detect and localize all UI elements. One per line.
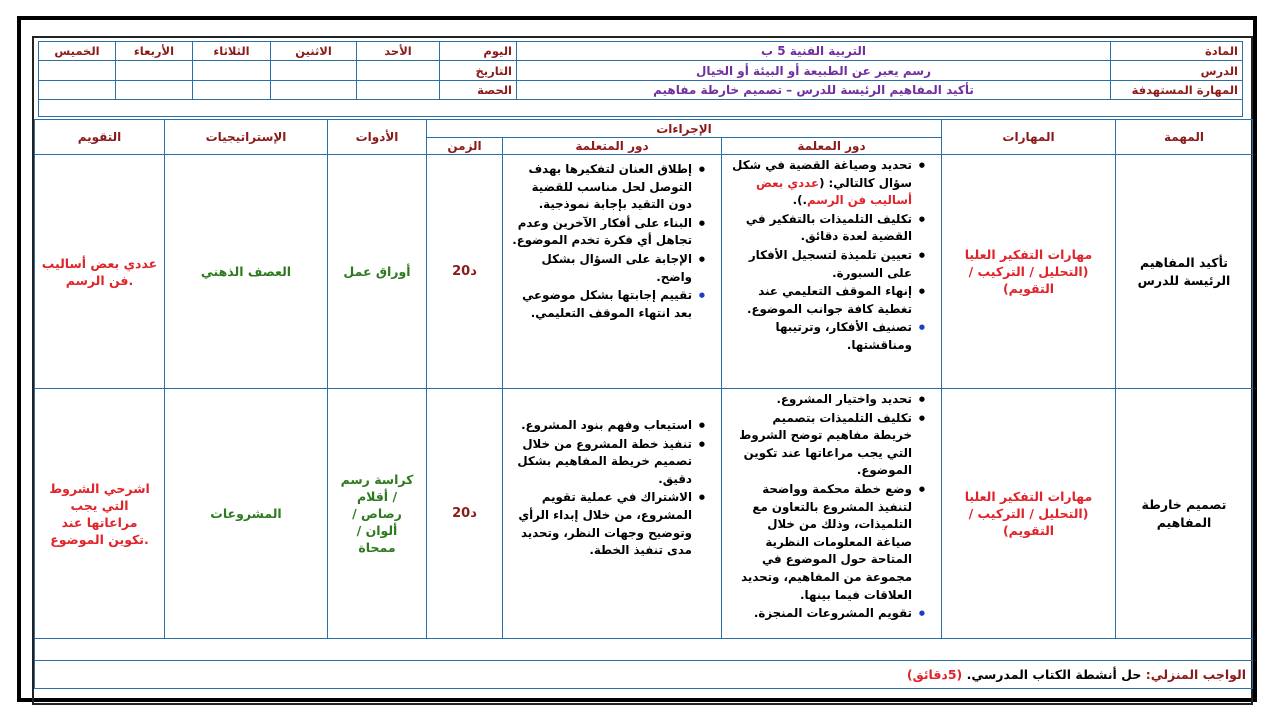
- lesson-value: رسم يعبر عن الطبيعة أو البيئة أو الخيال: [517, 61, 1111, 81]
- row1-teacher-item: ● تحديد وصياغة القضية في شكل سؤال كالتالي: (عددي بعض أساليب فن الرسم.).: [730, 157, 925, 210]
- period-cell: [116, 81, 193, 100]
- lesson-label: الدرس: [1111, 61, 1243, 81]
- row1-skills: مهارات التفكير العليا (التحليل / التركيب / التقويم): [942, 155, 1116, 389]
- subject-label: المادة: [1111, 42, 1243, 61]
- row1-student-role: [503, 155, 722, 389]
- period-cell: [193, 81, 271, 100]
- row2-student-item: ● استيعاب وفهم بنود المشروع.: [511, 417, 705, 435]
- row1-teacher-highlight: عددي بعض أساليب فن الرسم: [756, 175, 912, 208]
- day-thursday: الخميس: [39, 42, 116, 61]
- row1-tools: أوراق عمل: [328, 155, 427, 389]
- subject-value: التربية الفنية 5 ب: [517, 42, 1111, 61]
- homework-text: حل أنشطة الكتاب المدرسي.: [966, 667, 1142, 682]
- procedures-table: [34, 119, 1253, 689]
- date-cell: [39, 61, 116, 81]
- row2-teacher-role: [722, 389, 942, 639]
- skill-label: المهارة المستهدفة: [1111, 81, 1243, 100]
- skill-value: تأكيد المفاهيم الرئيسة للدرس – تصميم خارطة مفاهيم: [517, 81, 1111, 100]
- row1-student-item: ● إطلاق العنان لتفكيرها بهدف التوصل لحل مناسب للقضية دون التقيد بإجابة نموذجية.: [511, 161, 705, 214]
- col-tools: الأدوات: [328, 120, 427, 155]
- spacer-row: [35, 639, 1253, 661]
- row1-task: تأكيد المفاهيم الرئيسة للدرس: [1116, 155, 1253, 389]
- date-cell: [357, 61, 440, 81]
- date-cell: [116, 61, 193, 81]
- period-cell: [271, 81, 357, 100]
- row1-time: 20د: [427, 155, 503, 389]
- period-cell: [357, 81, 440, 100]
- row2-task: تصميم خارطة المفاهيم: [1116, 389, 1253, 639]
- row2-teacher-item: ● وضع خطة محكمة وواضحة لتنفيذ المشروع بالتعاون مع التلميذات، وذلك من خلال صياغة المعلومات النظرية المتاحة حول الموضوع في مجموعة من المفاهيم، وتحديد العلاقات فيما بينها.: [730, 481, 925, 604]
- col-task: المهمة: [1116, 120, 1253, 155]
- col-skills: المهارات: [942, 120, 1116, 155]
- day-label: اليوم: [440, 42, 517, 61]
- row1-strategy: العصف الذهني: [165, 155, 328, 389]
- row1-student-item: ● البناء على أفكار الآخرين وعدم تجاهل أي فكرة تخدم الموضوع.: [511, 215, 705, 250]
- period-label: الحصة: [440, 81, 517, 100]
- row2-teacher-item: ● تحديد واختيار المشروع.: [730, 391, 925, 409]
- row2-strategy: المشروعات: [165, 389, 328, 639]
- homework-label: الواجب المنزلي:: [1145, 667, 1246, 682]
- row1-student-item: ● الإجابة على السؤال بشكل واضح.: [511, 251, 705, 286]
- row2-time: 20د: [427, 389, 503, 639]
- row1-teacher-item: ● تكليف التلميذات بالتفكير في القضية لعدة دقائق.: [730, 211, 925, 246]
- row2-teacher-item: ● تكليف التلميذات بتصميم خريطة مفاهيم توضح الشروط التي يجب مراعاتها عند تكوين الموضوع.: [730, 410, 925, 480]
- row2-skills: مهارات التفكير العليا (التحليل / التركيب / التقويم): [942, 389, 1116, 639]
- row1-teacher-item: ● إنهاء الموقف التعليمي عند تغطية كافة جوانب الموضوع.: [730, 283, 925, 318]
- col-procedures: الإجراءات: [427, 120, 942, 138]
- homework-duration: (5دقائق): [906, 667, 963, 682]
- page-frame: [17, 16, 1257, 702]
- row1-teacher-role: [722, 155, 942, 389]
- row2-evaluation: اشرحي الشروط التي يجب مراعاتها عند تكوين الموضوع.: [35, 389, 165, 639]
- row2-student-role: [503, 389, 722, 639]
- period-cell: [39, 81, 116, 100]
- col-time: الزمن: [427, 138, 503, 155]
- col-strategies: الإستراتيجيات: [165, 120, 328, 155]
- row2-student-item: ● الاشتراك في عملية تقويم المشروع، من خلال إبداء الرأي وتوضيح وجهات النظر، وتحديد مدى تنفيذ الخطة.: [511, 489, 705, 559]
- header-table: [38, 41, 1243, 117]
- date-cell: [193, 61, 271, 81]
- date-cell: [271, 61, 357, 81]
- row2-teacher-item: ● تقويم المشروعات المنجزة.: [730, 605, 925, 623]
- row2-student-item: ● تنفيذ خطة المشروع من خلال تصميم خريطة المفاهيم بشكل دقيق.: [511, 436, 705, 489]
- day-sunday: الأحد: [357, 42, 440, 61]
- day-monday: الاثنين: [271, 42, 357, 61]
- row2-tools: كراسة رسم / أقلام رصاص / ألوان / ممحاة: [328, 389, 427, 639]
- homework-row: [35, 661, 1253, 689]
- row1-teacher-item: ● تعيين تلميذة لتسجيل الأفكار على السبورة.: [730, 247, 925, 282]
- spacer-row: [39, 100, 1243, 117]
- col-evaluation: التقويم: [35, 120, 165, 155]
- date-label: التاريخ: [440, 61, 517, 81]
- lesson-plan-sheet: [32, 36, 1253, 705]
- col-teacher-role: دور المعلمة: [722, 138, 942, 155]
- row1-student-item: ● تقييم إجابتها بشكل موضوعي بعد انتهاء الموقف التعليمي.: [511, 287, 705, 322]
- day-tuesday: الثلاثاء: [193, 42, 271, 61]
- row1-teacher-item: ● تصنيف الأفكار، وترتيبها ومناقشتها.: [730, 319, 925, 354]
- day-wednesday: الأربعاء: [116, 42, 193, 61]
- col-student-role: دور المتعلمة: [503, 138, 722, 155]
- row1-evaluation: عددي بعض أساليب فن الرسم.: [35, 155, 165, 389]
